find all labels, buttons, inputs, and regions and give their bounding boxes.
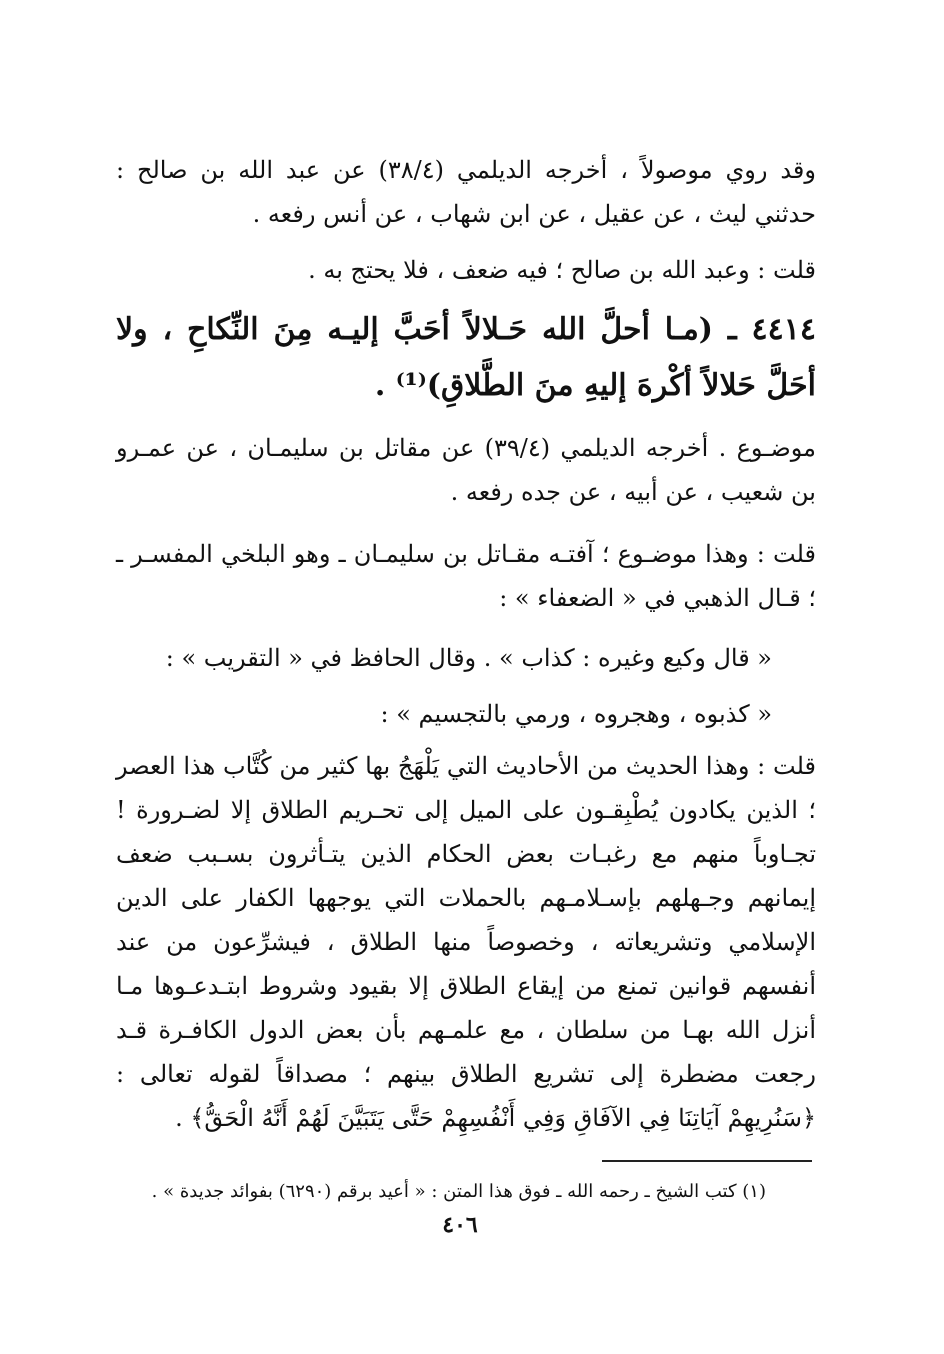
paragraph-mawsulan: وقد روي موصولاً ، أخرجه الديلمي (٣٨/٤) عن عبد الله بن صالح : حدثني ليث ، عن عقيل ، عن ابن شهاب ، عن أنس رفعه . bbox=[116, 156, 816, 228]
hadith-4414-text: ٤٤١٤ ـ (مـا أحلَّ الله حَـلالاً أحَبَّ إليـه مِنَ النِّكاحِ ، ولا أحَلَّ حَلالاً أكْرهَ إليهِ منَ الطَّلاقِ)⁽¹⁾ . bbox=[116, 312, 816, 403]
footnote-separator bbox=[602, 1160, 812, 1162]
quote-waki-kadhdhab: « قال وكيع وغيره : كذاب » . وقال الحافظ في « التقريب » : bbox=[165, 644, 772, 672]
paragraph-mawdu-daylami: موضـوع . أخرجه الديلمي (٣٩/٤) عن مقاتل بن سليمـان ، عن عمـرو بن شعيب ، عن أبيه ، عن جده رفعه . bbox=[116, 434, 816, 506]
quote-kadhdhabuhu: « كذبوه ، وهجروه ، ورمي بالتجسيم » : bbox=[380, 700, 772, 728]
footnote-1: (١) كتب الشيخ ـ رحمه الله ـ فوق هذا المتن : « أعيد برقم (٦٢٩٠) بفوائد جديدة » . bbox=[151, 1181, 766, 1202]
paragraph-talaq-commentary: قلت : وهذا الحديث من الأحاديث التي يَلْهَجُ بها كثير من كُتَّاب هذا العصر ؛ الذين يكادون يُطْبِقـون على الميل إلى تحـريم الطلاق إلا لضـرورة ! تجـاوباً منهم مع رغبـات بعض الحكام الذين يتـأثرون بسـبب ضعف إيمانهم وجـهلهم بإسـلامـهم بالحملات التي يوجهها الكفار على الدين الإسلامي وتشريعاته ، وخصوصاً منها الطلاق ، فيشرِّعون من عند أنفسهم قوانين تمنع من إيقاع الطلاق إلا بقيود وشروط ابتـدعـوها مـا أنزل الله بهـا من سلطان ، مع علمـهم بأن بعض الدول الكافـرة قـد رجعت مضطرة إلى تشريع الطلاق بينهم ؛ مصداقاً لقوله تعالى : ﴿سَنُرِيهِمْ آيَاتِنَا فِي الآفَاقِ وَفِي أَنْفُسِهِمْ حَتَّى يَتَبَيَّنَ لَهُمْ أَنَّهُ الْحَقُّ﴾ . bbox=[116, 752, 816, 1132]
page-number: ٤٠٦ bbox=[442, 1212, 478, 1238]
paragraph-abdullah-weak: قلت : وعبد الله بن صالح ؛ فيه ضعف ، فلا يحتج به . bbox=[308, 256, 816, 284]
paragraph-muqatil-critique: قلت : وهذا موضـوع ؛ آفتـه مقـاتل بن سليمـان ـ وهو البلخي المفسـر ـ ؛ قـال الذهبي في « الضعفاء » : bbox=[116, 540, 816, 612]
